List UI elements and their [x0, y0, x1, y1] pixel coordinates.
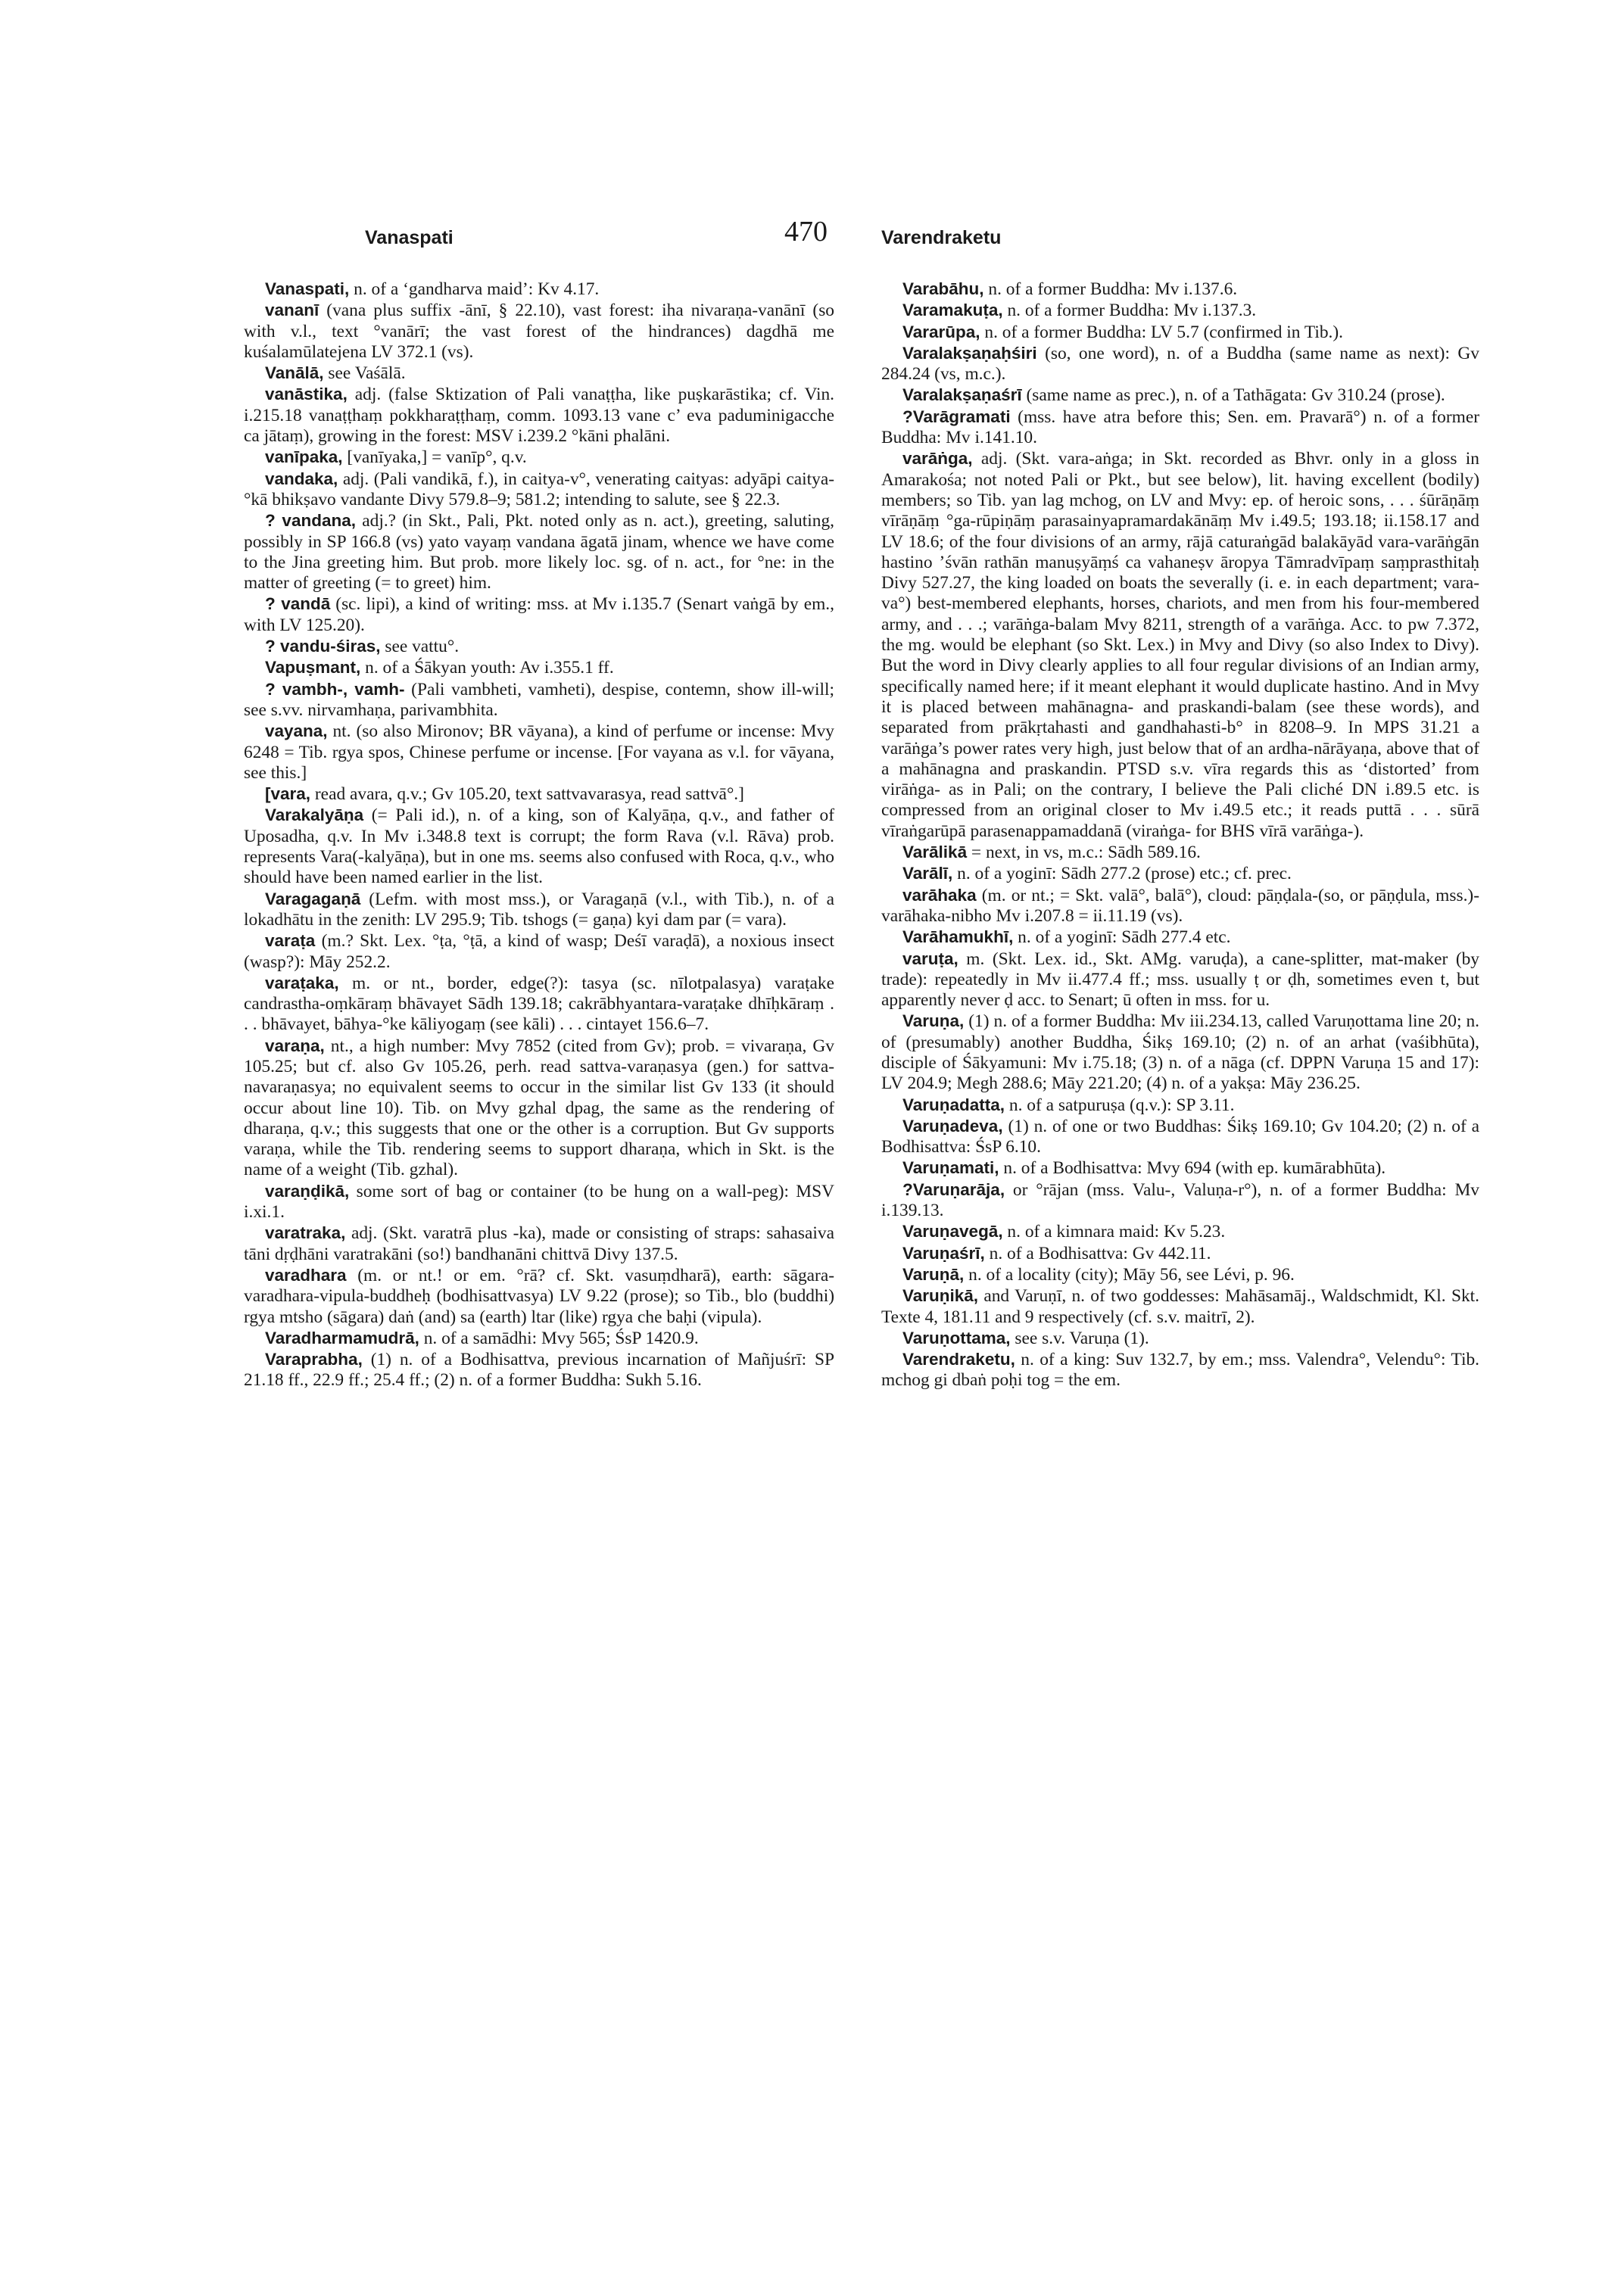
entry-headword: varaṇa, [265, 1036, 325, 1055]
entry-headword: ? vandana, [265, 511, 356, 531]
entry-headword: Vararūpa, [902, 322, 980, 341]
dictionary-entry [881, 1221, 1479, 1242]
dictionary-entry [244, 636, 834, 657]
dictionary-entry [881, 407, 1479, 449]
entry-headword: Varālī, [902, 864, 953, 883]
entry-headword: Varalakṣaṇaśrī [902, 385, 1022, 405]
dictionary-entry [881, 1264, 1479, 1285]
dictionary-entry [244, 1036, 834, 1181]
dictionary-entry [881, 279, 1479, 300]
dictionary-entry [881, 1179, 1479, 1222]
entry-definition: or °rājan (mss. Valu-, Valuṇa-r°), n. of a former Buddha: Mv i.139.13. [881, 1179, 1479, 1221]
entry-definition: (1) n. of a former Buddha: Mv iii.234.13, called Varuṇottama line 20; n. of (presumably) another Buddha, Śikṣ 169.10; (2) n. of an arhat (vaśibhūta), disciple of Śākyamuni: Mv i.75.18; (3) n. of a nāga (cf. DPPN Varuṇa 15 and 17): LV 204.9; Megh 288.6; Māy 221.20; (4) n. of a yakṣa: Māy 236.25. [881, 1011, 1479, 1094]
entry-headword: vananī [265, 301, 320, 320]
entry-headword: varaṭa [265, 931, 316, 951]
entry-definition: adj.? (in Skt., Pali, Pkt. noted only as n. act.), greeting, saluting, possibly in SP 166.8 (vs) yato vayaṃ vandana āgatā jinam, whence we have come to the Jina greeting him. But prob. more likely loc. sg. of n. act., for °ne: in the matter of greeting (= to greet) him. [244, 511, 834, 594]
entry-definition: (sc. lipi), a kind of writing: mss. at Mv i.135.7 (Senart vaṅgā by em., with LV 125.20). [244, 594, 834, 635]
entry-headword: Varuṇamati, [902, 1158, 999, 1178]
entry-definition: (mss. have atra before this; Sen. em. Pravarā°) n. of a former Buddha: Mv i.141.10. [881, 407, 1479, 448]
entry-definition: adj. (Skt. varatrā plus -ka), made or consisting of straps: sahasaiva tāni dṛḍhāni varatrakāni (so!) bandhanāni chittvā Divy 137.5. [244, 1223, 834, 1264]
entry-headword: Varuṇavegā, [902, 1222, 1003, 1242]
dictionary-entry [244, 510, 834, 594]
entry-headword: varaṭaka, [265, 973, 339, 992]
entry-definition: n. of a samādhi: Mvy 565; ŚsP 1420.9. [419, 1328, 699, 1348]
dictionary-entry [244, 447, 834, 468]
entry-headword: vandaka, [265, 469, 338, 488]
dictionary-entry [244, 784, 834, 805]
entry-definition: n. of a king: Suv 132.7, by em.; mss. Valendra°, Velendu°: Tib. mchog gi dbaṅ poḥi tog = the em. [881, 1350, 1479, 1391]
entry-headword: ? vandu-śiras, [265, 637, 381, 656]
entry-headword: varadhara [265, 1265, 347, 1285]
entry-definition: (vana plus suffix -ānī, § 22.10), vast forest: iha nivaraṇa-vanānī (so with v.l., text °vanārī; the vast forest of the hindrances) dagdhā me kuśalamūlatejena LV 372.1 (vs). [244, 301, 834, 362]
entry-definition: adj. (false Sktization of Pali vanaṭṭha, like puṣkarāstika; cf. Vin. i.215.18 vanaṭṭhaṃ pokkharaṭṭhaṃ, comm. 1093.13 vane c’ eva paduminigacche ca jātaṃ), growing in the forest: MSV i.239.2 °kāni phalāni. [244, 385, 834, 447]
dictionary-entry [244, 1349, 834, 1391]
entry-definition: n. of a former Buddha: Mv i.137.6. [983, 279, 1238, 299]
entry-headword: ? vambh-, vamh- [265, 679, 405, 699]
dictionary-entry [244, 679, 834, 721]
entry-definition: read avara, q.v.; Gv 105.20, text sattvavarasya, read sattvā°.] [310, 784, 744, 805]
dictionary-entry [244, 363, 834, 384]
dictionary-entry [244, 1265, 834, 1328]
entry-headword: Varuṇadeva, [902, 1116, 1003, 1136]
entry-headword: vanīpaka, [265, 447, 343, 467]
dictionary-entry [881, 927, 1479, 948]
entry-definition: n. of a yoginī: Sādh 277.4 etc. [1013, 927, 1231, 948]
entry-headword: Varalakṣaṇaḥśiri [902, 343, 1037, 363]
entry-definition: and Varuṇī, n. of two goddesses: Mahāsamāj., Waldschmidt, Kl. Skt. Texte 4, 181.11 and 9 respectively (cf. s.v. maitrī, 2). [881, 1286, 1479, 1327]
entry-headword: Varendraketu, [902, 1350, 1015, 1369]
page-number: 470 [784, 216, 828, 248]
dictionary-entry [881, 1116, 1479, 1158]
left-column [244, 279, 834, 1391]
dictionary-entry [881, 863, 1479, 884]
dictionary-entry [881, 1095, 1479, 1116]
entry-headword: varatraka, [265, 1223, 346, 1243]
page-header [0, 213, 1624, 259]
dictionary-entry [881, 1349, 1479, 1391]
dictionary-entry [881, 949, 1479, 1011]
dictionary-entry [244, 973, 834, 1036]
entry-headword: ? vandā [265, 594, 331, 614]
entry-definition: adj. (Pali vandikā, f.), in caitya-v°, venerating caityas: adyāpi caitya-°kā bhikṣavo vandante Divy 579.8–9; 581.2; intending to salute, see § 22.3. [244, 469, 834, 509]
entry-definition: n. of a Bodhisattva: Gv 442.11. [984, 1243, 1211, 1263]
entry-definition: n. of a former Buddha: LV 5.7 (confirmed in Tib.). [980, 322, 1344, 342]
entry-definition: m. or nt., border, edge(?): tasya (sc. nīlotpalasya) varaṭake candrastha-oṃkāraṃ bhāvayet Sādh 139.18; cakrābhyantara-varaṭake dhīḥkāraṃ . . . bhāvayet, bāhya-°ke kāliyogaṃ (see kāli) . . . cintayet 156.6–7. [244, 973, 834, 1035]
right-column [881, 279, 1479, 1391]
entry-definition: adj. (Skt. vara-aṅga; in Skt. recorded as Bhvr. only in a gloss in Amarakośa; not noted Pali or Pkt., but see below), lit. having excellent (bodily) members; so Tib. yan lag mchog, on LV and Mvy: ep. of heroic sons, . . . śūrāṇāṃ vīrāṇāṃ °ga-rūpiṇāṃ parasainyapramardakānāṃ Mv i.49.5; 193.18; ii.158.17 and LV 18.6; of the four divisions of an army, rājā caturaṅgād balakāyād vara-varāṅgān hastino ’śvān rathān manuṣyāṃś ca vahaneṣv āropya Tāmradvīpaṃ saṃprasthitaḥ Divy 527.27, the king loaded on boats the severally (i. e. in each department; vara-va°) best-membered elephants, horses, chariots, and men from his four-membered army, and . . .; varāṅga-balam Mvy 8211, strength of a varāṅga. Acc. to pw 7.372, the mg. would be elephant (so Skt. Lex.) in Mvy and Divy (so also Index to Divy). But the word in Divy clearly applies to all four regular divisions of an Indian army, specifically named here; if it meant elephant it would duplicate hastino. And in Mvy it is placed between mahānagna- and praskandi-balam (see these words), and separated from prākṛtahasti and gandhahasti-b° in 8208–9. In MPS 31.21 a varāṅga’s power rates very high, just below that of an ardha-nārāyaṇa, above that of a mahānagna and praskandin. PTSD s.v. vīra regards this as ‘distorted’ from virāṅga- as in Pali; on the contrary, I believe the Pali cliché DN i.89.5 etc. is compressed from an original closer to Mv i.49.5 etc.; it reads puttā . . . sūrā vīraṅgarūpā parasenappamaddanā (viraṅga- for BHS vīrā varāṅga-). [881, 449, 1479, 841]
entry-headword: varuṭa, [902, 949, 959, 968]
entry-headword: Varuṇikā, [902, 1286, 979, 1306]
entry-headword: Varālikā [902, 843, 968, 862]
entry-definition: nt. (so also Mironov; BR vāyana), a kind of perfume or incense: Mvy 6248 = Tib. rgya spos, Chinese perfume or incense. [For vayana as v.l. for vāyana, see this.] [244, 721, 834, 783]
dictionary-entry [244, 805, 834, 888]
entry-headword: ?Varāgramati [902, 407, 1011, 426]
entry-headword: ?Varuṇarāja, [902, 1179, 1005, 1199]
dictionary-entry [881, 300, 1479, 321]
entry-definition: n. of a Śākyan youth: Av i.355.1 ff. [360, 658, 614, 678]
entry-definition: n. of a yoginī: Sādh 277.2 (prose) etc.; cf. prec. [952, 864, 1292, 884]
entry-headword: Varagagaṇā [265, 889, 361, 908]
entry-definition: n. of a satpuruṣa (q.v.): SP 3.11. [1005, 1095, 1235, 1115]
entry-definition: n. of a kimnara maid: Kv 5.23. [1002, 1222, 1226, 1242]
entry-definition: n. of a former Buddha: Mv i.137.3. [1002, 301, 1257, 321]
entry-definition: some sort of bag or container (to be hung on a wall-peg): MSV i.xi.1. [244, 1181, 834, 1223]
running-head-right: Varendraketu [881, 227, 1002, 248]
entry-headword: Vanaspati, [265, 279, 350, 298]
entry-definition: (m. or nt.; = Skt. valā°, balā°), cloud: pāṇḍala-(so, or pāṇḍula, mss.)-varāhaka-nibho Mv i.207.8 = ii.11.19 (vs). [881, 885, 1479, 926]
dictionary-entry [881, 385, 1479, 406]
entry-headword: Vanālā, [265, 363, 324, 383]
entry-definition: (m.? Skt. Lex. °ṭa, °ṭā, a kind of wasp; Deśī varaḍā), a noxious insect (wasp?): Māy 252.2. [244, 931, 834, 972]
dictionary-entry [244, 469, 834, 511]
entry-headword: Varuṇottama, [902, 1328, 1011, 1347]
dictionary-entry [244, 1181, 834, 1223]
entry-headword: Varakalyāṇa [265, 805, 364, 825]
entry-definition: see s.v. Varuṇa (1). [1010, 1328, 1149, 1348]
dictionary-entry [244, 889, 834, 931]
dictionary-entry [244, 384, 834, 447]
entry-definition: (1) n. of one or two Buddhas: Śikṣ 169.10; Gv 104.20; (2) n. of a Bodhisattva: ŚsP 6.10. [881, 1116, 1479, 1157]
dictionary-entry [244, 721, 834, 784]
entry-headword: vayana, [265, 721, 328, 741]
entry-headword: vanāstika, [265, 385, 348, 404]
entry-headword: Vapuṣmant, [265, 658, 361, 678]
entry-definition: n. of a locality (city); Māy 56, see Lévi, p. 96. [964, 1264, 1295, 1285]
dictionary-entry [244, 930, 834, 973]
dictionary-entry [881, 1285, 1479, 1328]
entry-headword: Varuṇa, [902, 1011, 965, 1031]
entry-definition: (= Pali id.), n. of a king, son of Kalyāṇa, q.v., and father of Uposadha, q.v. In Mv i.348.8 text is corrupt; the form Rava (v.l. Rāva) prob. represents Vara(-kalyāṇa), but in one ms. seems also confused with Roca, q.v., who should have been named earlier in the list. [244, 805, 834, 888]
entry-definition: n. of a Bodhisattva: Mvy 694 (with ep. kumārabhūta). [999, 1158, 1386, 1179]
dictionary-entry [244, 1223, 834, 1265]
entry-definition: see Vaśālā. [323, 363, 406, 384]
dictionary-entry [244, 279, 834, 300]
entry-definition: (Lefm. with most mss.), or Varagaṇā (v.l., with Tib.), n. of a lokadhātu in the zenith: LV 295.9; Tib. tshogs (= gaṇa) kyi dam par (= vara). [244, 889, 834, 930]
entry-headword: [vara, [265, 784, 311, 804]
entry-definition: n. of a ‘gandharva maid’: Kv 4.17. [349, 279, 600, 299]
entry-definition: (Pali vambheti, vamheti), despise, contemn, show ill-will; see s.vv. nirvamhaṇa, parivambhita. [244, 679, 834, 720]
entry-definition: [vanīyaka,] = vanīp°, q.v. [342, 447, 527, 468]
dictionary-entry [244, 300, 834, 363]
entry-definition: nt., a high number: Mvy 7852 (cited from Gv); prob. = vivaraṇa, Gv 105.25; but cf. also Gv 105.26, perh. read sattva-varaṇasya (gen.) for sattva-navaraṇasya; no equivalent seems to occur in the similar list Gv 133 (it should occur about line 10). Tib. on Mvy gzhal dpag, the same as the rendering of dharaṇa, q.v.; this suggests that one or the other is a corruption. But Gv supports varaṇa, while the Tib. rendering seems to support dharaṇa, which in Skt. is the name of a weight (Tib. gzhal). [244, 1036, 834, 1180]
dictionary-entry [881, 1243, 1479, 1264]
dictionary-entry [244, 1328, 834, 1349]
dictionary-entry [881, 842, 1479, 863]
entry-definition: (m. or nt.! or em. °rā? cf. Skt. vasuṃdharā), earth: sāgara-varadhara-vipula-buddheḥ (bodhisattvasya) LV 9.22 (prose); so Tib., blo (buddhi) rgya mtsho (sāgara) daṅ (and) sa (earth) ltar (like) rgya che baḥi (vipula). [244, 1265, 834, 1327]
entry-headword: Varabāhu, [902, 279, 984, 298]
dictionary-entry [881, 448, 1479, 842]
entry-definition: = next, in vs, m.c.: Sādh 589.16. [967, 843, 1201, 863]
entry-headword: varāhaka [902, 885, 977, 905]
entry-headword: Varadharmamudrā, [265, 1328, 419, 1347]
dictionary-entry [881, 322, 1479, 343]
dictionary-entry [244, 594, 834, 636]
entry-headword: Varuṇaśrī, [902, 1243, 985, 1263]
entry-headword: Varaprabha, [265, 1350, 363, 1369]
entry-headword: Varāhamukhī, [902, 927, 1014, 947]
entry-headword: Varuṇā, [902, 1264, 965, 1284]
entry-headword: Varuṇadatta, [902, 1095, 1005, 1114]
dictionary-entry [881, 885, 1479, 927]
entry-definition: (same name as prec.), n. of a Tathāgata: Gv 310.24 (prose). [1021, 385, 1445, 406]
dictionary-entry [881, 1157, 1479, 1179]
entry-headword: Varamakuṭa, [902, 301, 1003, 320]
running-head-left: Vanaspati [365, 227, 454, 248]
entry-definition: see vattu°. [380, 637, 460, 657]
dictionary-entry [881, 1011, 1479, 1094]
dictionary-entry [881, 1328, 1479, 1349]
entry-definition: (1) n. of a Bodhisattva, previous incarnation of Mañjuśrī: SP 21.18 ff., 22.9 ff.; 25.4 ff.; (2) n. of a former Buddha: Sukh 5.16. [244, 1350, 834, 1391]
dictionary-entry [244, 657, 834, 678]
entry-headword: varaṇḍikā, [265, 1181, 350, 1201]
entry-definition: m. (Skt. Lex. id., Skt. AMg. varuḍa), a cane-splitter, mat-maker (by trade): repeatedly in Mv ii.477.4 ff.; mss. usually ṭ or ḍh, sometimes even t, but apparently never ḍ acc. to Senart; ū often in mss. for u. [881, 949, 1479, 1011]
dictionary-entry [881, 343, 1479, 385]
entry-definition: (so, one word), n. of a Buddha (same name as next): Gv 284.24 (vs, m.c.). [881, 343, 1479, 385]
entry-headword: varāṅga, [902, 449, 973, 469]
